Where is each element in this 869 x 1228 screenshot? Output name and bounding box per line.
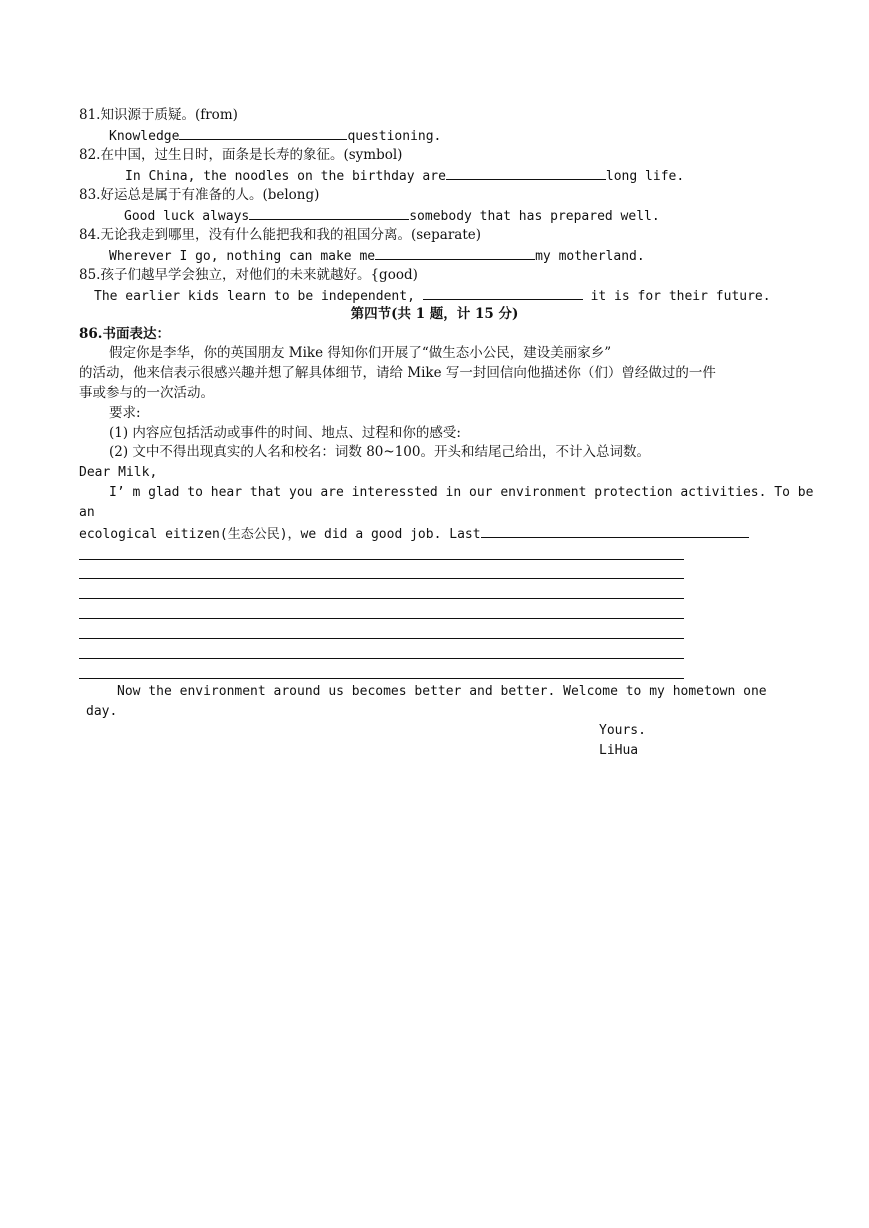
question-85-post: it is for their future. <box>590 289 771 304</box>
question-82-prompt: 82.在中国，过生日时，面条是长寿的象征。(symbol) <box>79 147 403 163</box>
question-81-prompt: 81.知识源于质疑。(from) <box>79 107 238 123</box>
question-81-sentence <box>109 125 441 145</box>
question-85-pre: The earlier kids learn to be independent, <box>94 289 415 304</box>
writing-line[interactable] <box>79 578 684 579</box>
question-83-blank[interactable] <box>249 205 409 220</box>
question-84-post: my motherland. <box>535 249 645 264</box>
question-82-blank[interactable] <box>446 165 606 180</box>
letter-signature: LiHua <box>599 743 639 758</box>
section-title: 第四节(共 1 题，计 15 分) <box>350 306 519 322</box>
question-85-prompt: 85.孩子们越早学会独立，对他们的未来就越好。{good) <box>79 267 418 283</box>
question-83-prompt: 83.好运总是属于有准备的人。(belong) <box>79 187 320 203</box>
requirement-2: (2) 文中不得出现真实的人名和校名：词数 80~100。开头和结尾己给出，不计入总词数。 <box>109 444 650 460</box>
letter-line-2-text: ecological eitizen(生态公民)，we did a good job. Last <box>79 527 481 542</box>
letter-line-1-wrap: an <box>79 505 95 520</box>
writing-line[interactable] <box>79 678 684 679</box>
writing-line[interactable] <box>79 658 684 659</box>
letter-greeting: Dear Milk, <box>79 465 158 480</box>
question-81-post: questioning. <box>347 129 442 144</box>
question-84-prompt: 84.无论我走到哪里，没有什么能把我和我的祖国分离。(separate) <box>79 227 482 243</box>
question-84-blank[interactable] <box>375 245 535 260</box>
question-82-sentence <box>125 165 684 185</box>
question-82-pre: In China, the noodles on the birthday are <box>125 169 446 184</box>
letter-signoff: Yours. <box>599 723 646 738</box>
question-85-blank[interactable] <box>423 285 583 300</box>
letter-line-1: I’ m glad to hear that you are interessted in our environment protection activities. To be <box>109 485 814 500</box>
requirements-label: 要求: <box>109 405 141 421</box>
question-83-sentence <box>124 205 660 225</box>
closing-line-2: day. <box>86 704 118 719</box>
writing-line[interactable] <box>79 559 684 560</box>
question-84-pre: Wherever I go, nothing can make me <box>109 249 376 264</box>
question-81-pre: Knowledge <box>109 129 180 144</box>
letter-line-2 <box>79 523 749 543</box>
question-83-pre: Good luck always <box>124 209 250 224</box>
question-82-post: long life. <box>605 169 685 184</box>
question-83-post: somebody that has prepared well. <box>409 209 660 224</box>
prompt-line-3: 事或参与的一次活动。 <box>79 385 214 401</box>
question-86-label: 86.书面表达： <box>79 326 170 342</box>
prompt-line-1: 假定你是李华，你的英国朋友 Mike 得知你们开展了“做生态小公民，建设美丽家乡” <box>109 345 612 361</box>
closing-line-1: Now the environment around us becomes better and better. Welcome to my hometown one <box>117 684 767 699</box>
requirement-1: (1) 内容应包括活动或事件的时间、地点、过程和你的感受: <box>109 425 461 441</box>
writing-line[interactable] <box>79 638 684 639</box>
question-84-sentence <box>109 245 645 265</box>
question-85-sentence <box>94 285 771 305</box>
writing-line[interactable] <box>79 618 684 619</box>
prompt-line-2: 的活动，他来信表示很感兴趣并想了解具体细节，请给 Mike 写一封回信向他描述你（们）曾经做过的一件 <box>79 365 716 381</box>
writing-line[interactable] <box>79 598 684 599</box>
letter-first-blank[interactable] <box>481 523 749 538</box>
question-81-blank[interactable] <box>179 125 347 140</box>
